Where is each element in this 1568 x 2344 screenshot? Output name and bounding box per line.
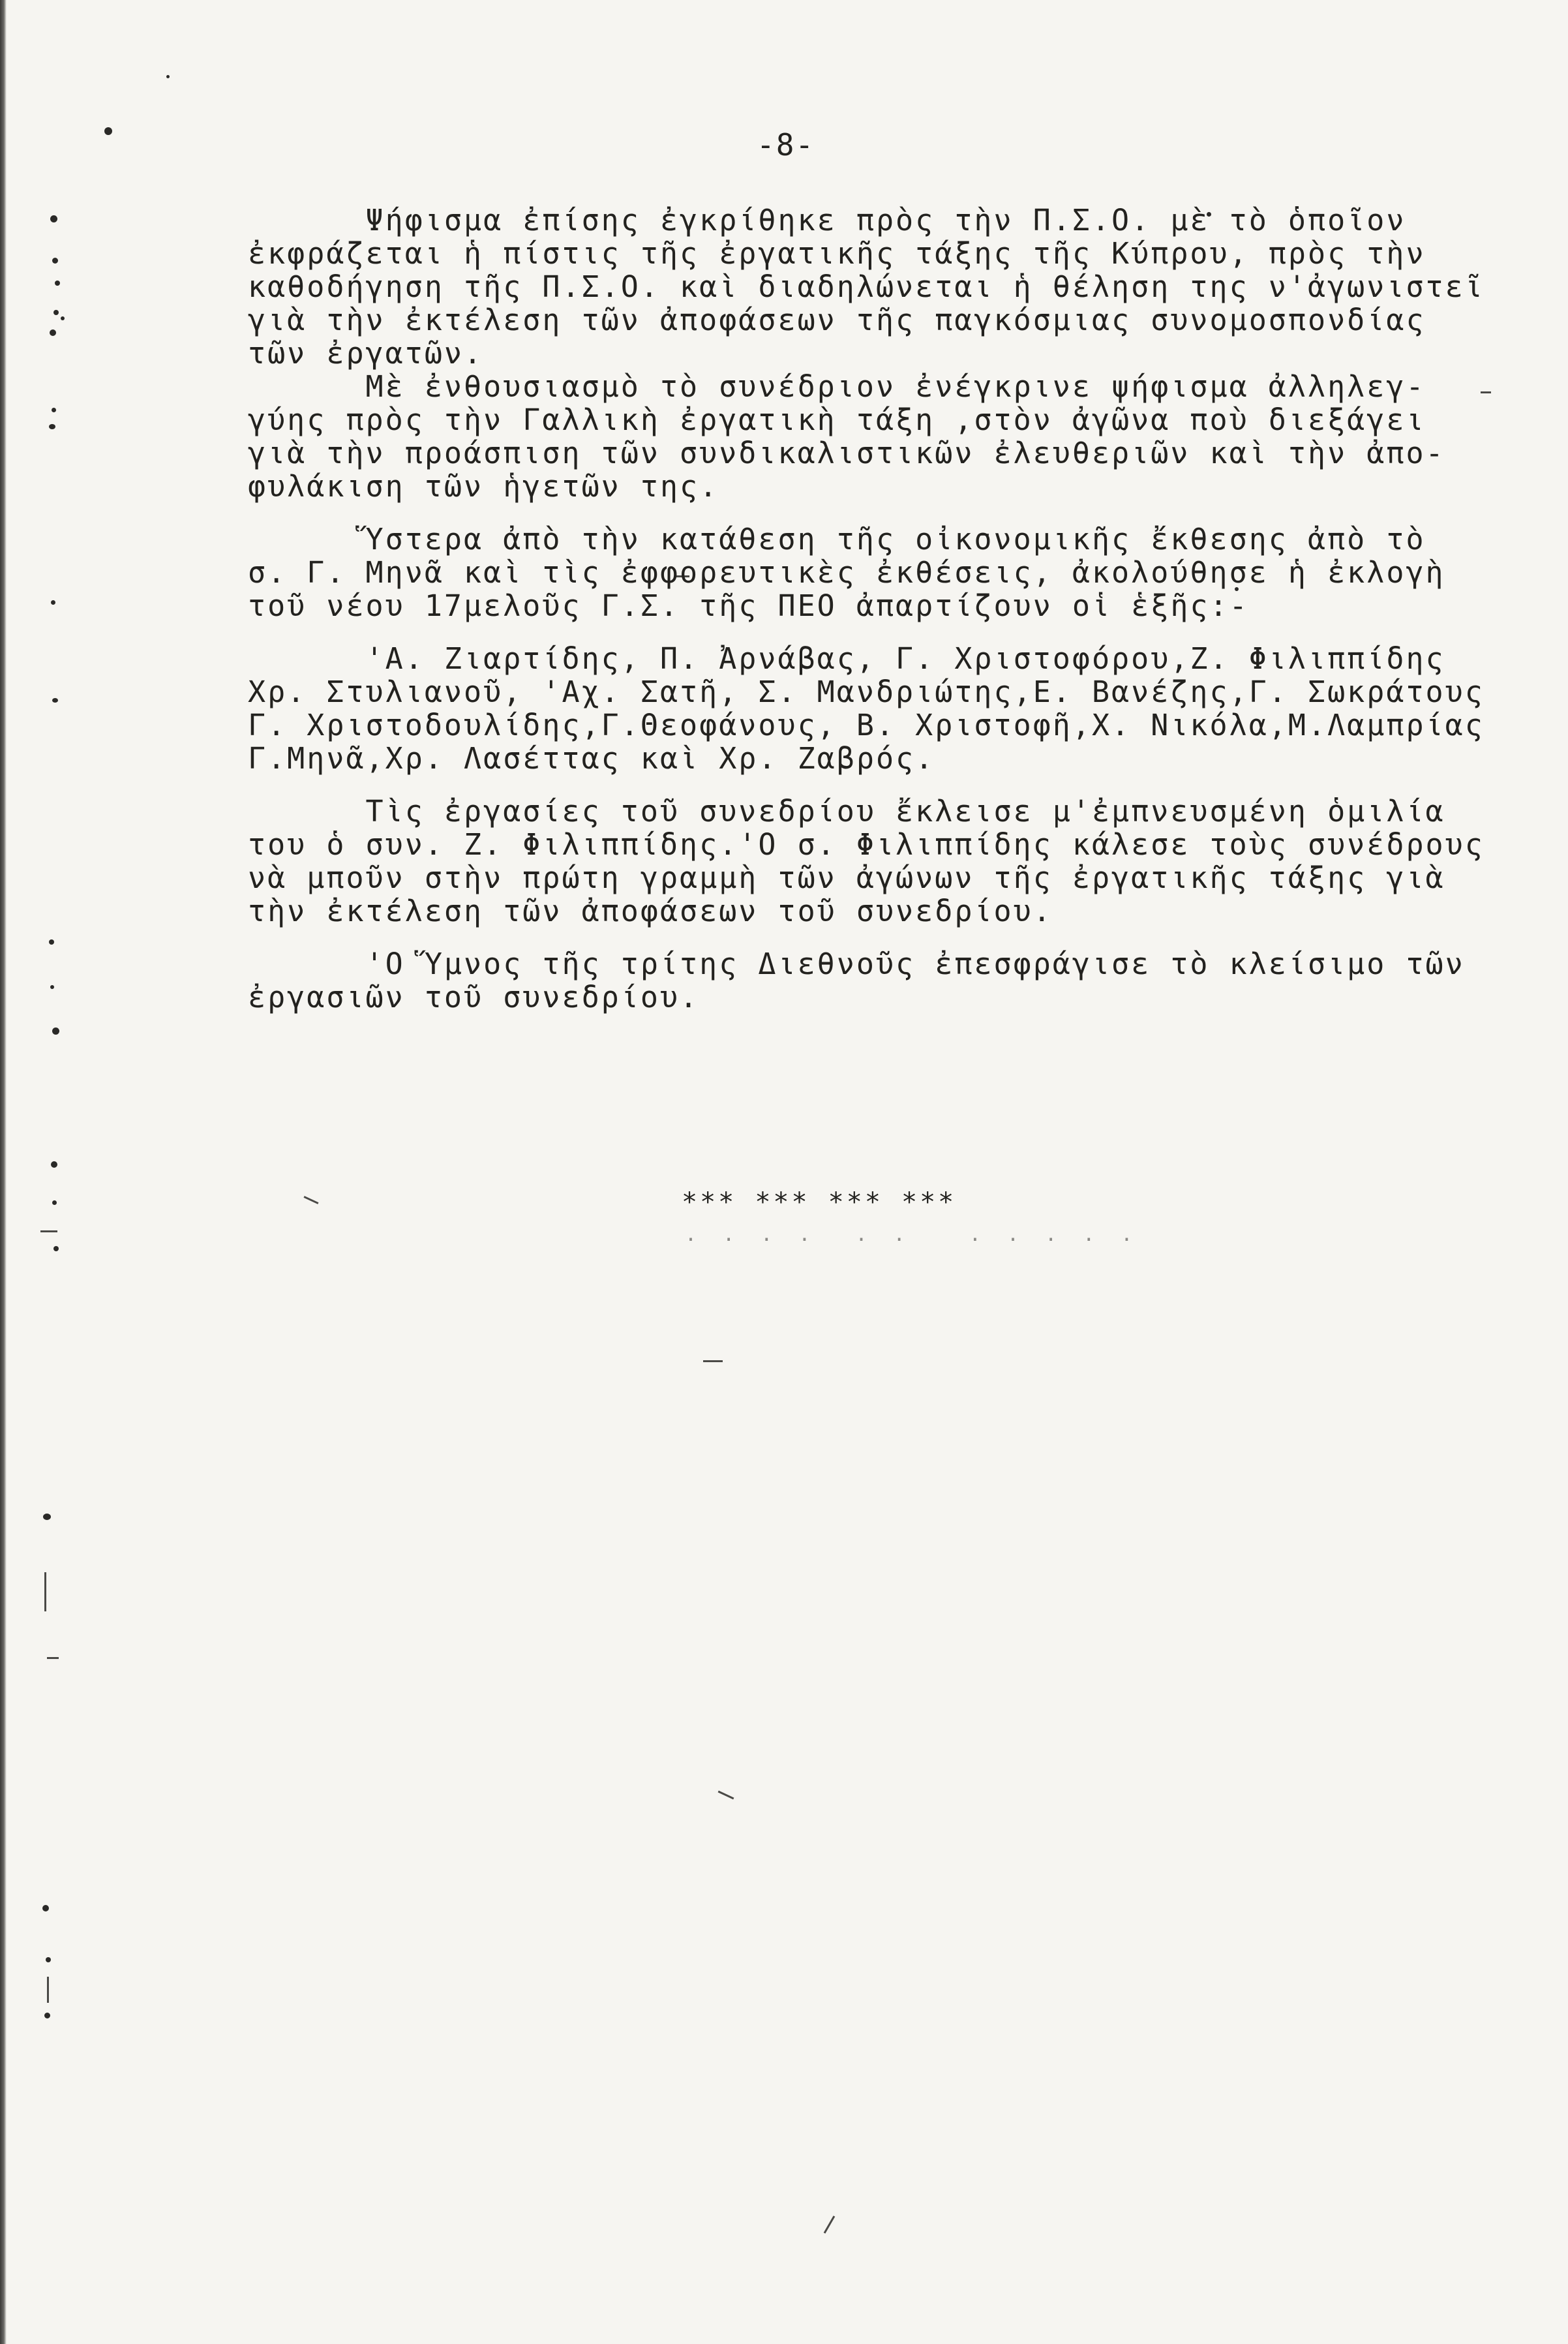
text-line: Μὲ ἐνθουσιασμὸ τὸ συνέδριον ἐνέγκρινε ψήφισμα ἀλληλεγ-: [248, 369, 1426, 404]
page-number: -8-: [757, 127, 815, 162]
text-line: τοῦ νέου 17μελοῦς Γ.Σ. τῆς ΠΕΟ ἀπαρτίζουν οἱ ἑξῆς:-: [248, 588, 1249, 623]
text-line: γιὰ τὴν ἐκτέλεση τῶν ἀποφάσεων τῆς παγκόσμιας συνομοσπονδίας: [248, 303, 1426, 337]
text-line: τῶν ἐργατῶν.: [248, 336, 484, 371]
text-line: ἐκφράζεται ἡ πίστις τῆς ἐργατικῆς τάξης τῆς Κύπρου, πρὸς τὴν: [248, 236, 1426, 271]
text-line: του ὁ συν. Ζ. Φιλιππίδης.'Ο σ. Φιλιππίδης κάλεσε τοὺς συνέδρους: [248, 827, 1485, 862]
text-line: Γ. Χριστοδουλίδης,Γ.Θεοφάνους, Β. Χριστοφῆ,Χ. Νικόλα,Μ.Λαμπρίας: [248, 708, 1485, 742]
paragraph-anthem: [248, 949, 1526, 1016]
text-line: Γ.Μηνᾶ,Χρ. Λασέττας καὶ Χρ. Ζαβρός.: [248, 741, 935, 776]
text-line: Τὶς ἐργασίες τοῦ συνεδρίου ἔκλεισε μ'ἐμπνευσμένη ὁμιλία: [248, 794, 1445, 829]
text-line: καθοδήγηση τῆς Π.Σ.Ο. καὶ διαδηλώνεται ἡ θέληση της ν'ἀγωνιστεῖ: [248, 269, 1485, 304]
text-line: φυλάκιση τῶν ἡγετῶν της.: [248, 469, 719, 504]
text-line: Ὕστερα ἀπὸ τὴν κατάθεση τῆς οἰκονομικῆς ἔκθεσης ἀπὸ τὸ: [248, 522, 1426, 556]
text-line: σ. Γ. Μηνᾶ καὶ τὶς ἐφφορευτικὲς ἐκθέσεις, ἀκολούθησε ἡ ἐκλογὴ: [248, 555, 1445, 590]
text-line: 'Ο Ὕμνος τῆς τρίτης Διεθνοῦς ἐπεσφράγισε τὸ κλείσιμο τῶν: [248, 947, 1465, 981]
text-line: 'Α. Ζιαρτίδης, Π. Ἀρνάβας, Γ. Χριστοφόρου,Ζ. Φιλιππίδης: [248, 641, 1445, 676]
section-separator-dots: . . . . . . . . . . .: [685, 1223, 1140, 1246]
paragraph-closing-speech: [248, 794, 1526, 930]
text-line: γύης πρὸς τὴν Γαλλικὴ ἐργατικὴ τάξη ,στὸν ἀγῶνα ποὺ διεξάγει: [248, 403, 1426, 437]
text-line: Χρ. Στυλιανοῦ, 'Αχ. Σατῆ, Σ. Μανδριώτης,Ε. Βανέζης,Γ. Σωκράτους: [248, 675, 1485, 709]
section-separator-stars: *** *** *** ***: [682, 1187, 957, 1217]
page-binding-edge: [0, 0, 7, 2344]
paragraph-resolution-pso: [248, 205, 1526, 505]
text-line: Ψήφισμα ἐπίσης ἐγκρίθηκε πρὸς τὴν Π.Σ.Ο. μὲ τὸ ὁποῖον: [248, 203, 1406, 237]
text-line: τὴν ἐκτέλεση τῶν ἀποφάσεων τοῦ συνεδρίου.: [248, 894, 1053, 928]
document-body: [248, 205, 1526, 1016]
text-line: ἐργασιῶν τοῦ συνεδρίου.: [248, 980, 700, 1014]
paragraph-election: [248, 522, 1526, 624]
paragraph-council-members: [248, 641, 1526, 777]
text-line: γιὰ τὴν προάσπιση τῶν συνδικαλιστικῶν ἐλευθεριῶν καὶ τὴν ἀπο-: [248, 436, 1445, 470]
text-line: νὰ μποῦν στὴν πρώτη γραμμὴ τῶν ἀγώνων τῆς ἐργατικῆς τάξης γιὰ: [248, 860, 1445, 895]
